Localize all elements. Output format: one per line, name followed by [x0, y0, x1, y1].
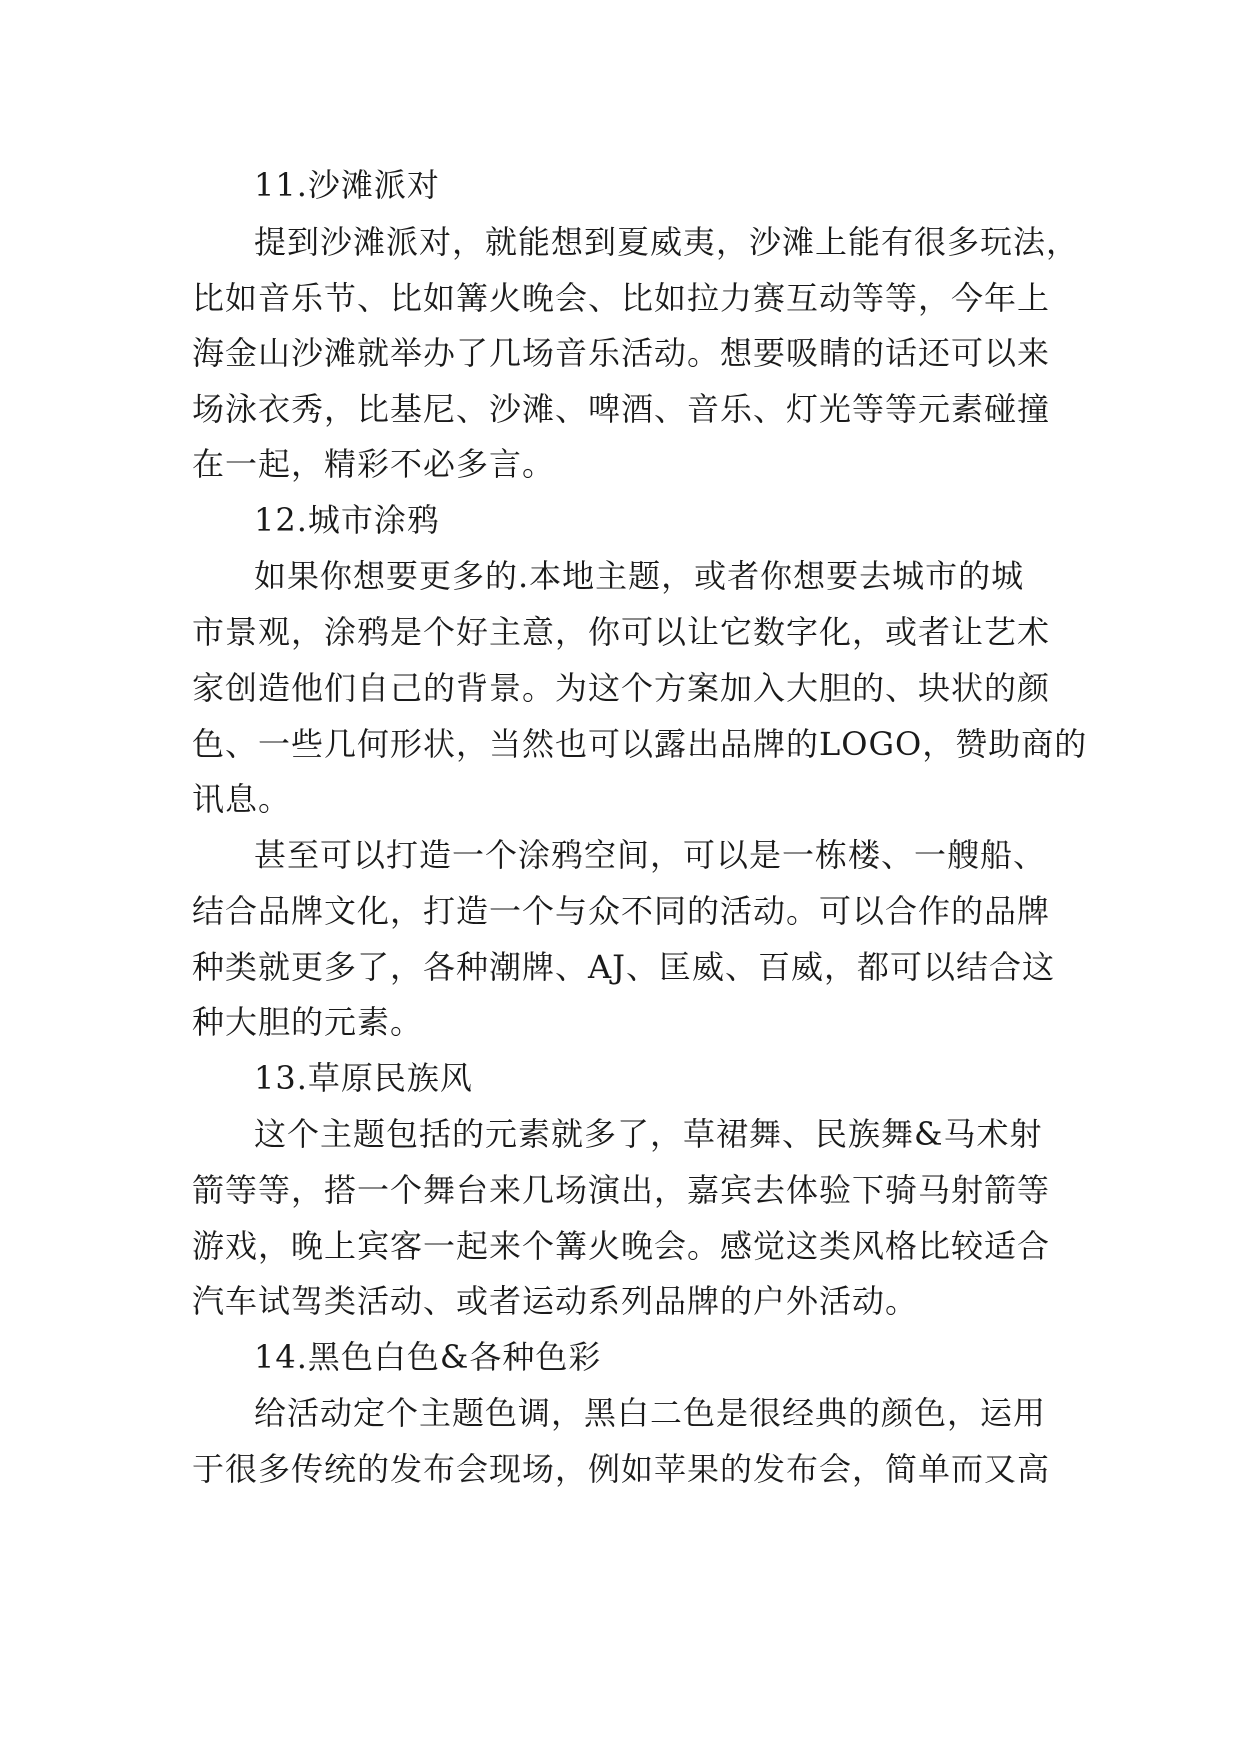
paragraph-line: 如果你想要更多的.本地主题，或者你想要去城市的城 — [254, 557, 1025, 595]
heading-grassland-ethnic: 13.草原民族风 — [254, 1059, 473, 1097]
paragraph-line: 海金山沙滩就举办了几场音乐活动。想要吸睛的话还可以来 — [192, 334, 1051, 372]
paragraph-line: 给活动定个主题色调，黑白二色是很经典的颜色，运用 — [254, 1394, 1047, 1432]
paragraph-line: 色、一些几何形状，当然也可以露出品牌的LOGO，赞助商的 — [192, 725, 1088, 763]
paragraph-line: 结合品牌文化，打造一个与众不同的活动。可以合作的品牌 — [192, 892, 1051, 930]
paragraph-line: 这个主题包括的元素就多了，草裙舞、民族舞&马术射 — [254, 1115, 1043, 1153]
paragraph-line: 提到沙滩派对，就能想到夏威夷，沙滩上能有很多玩法， — [254, 223, 1080, 261]
paragraph-line: 于很多传统的发布会现场，例如苹果的发布会，简单而又高 — [192, 1450, 1051, 1488]
paragraph-line: 甚至可以打造一个涂鸦空间，可以是一栋楼、一艘船、 — [254, 836, 1047, 874]
paragraph-line: 箭等等，搭一个舞台来几场演出，嘉宾去体验下骑马射箭等 — [192, 1171, 1051, 1209]
paragraph-line: 种类就更多了，各种潮牌、AJ、匡威、百威，都可以结合这 — [192, 948, 1055, 986]
paragraph-line: 场泳衣秀，比基尼、沙滩、啤酒、音乐、灯光等等元素碰撞 — [192, 390, 1051, 428]
paragraph-line: 市景观，涂鸦是个好主意，你可以让它数字化，或者让艺术 — [192, 613, 1051, 651]
paragraph-line: 汽车试驾类活动、或者运动系列品牌的户外活动。 — [192, 1282, 919, 1320]
heading-city-graffiti: 12.城市涂鸦 — [254, 501, 440, 539]
heading-black-white-colors: 14.黑色白色&各种色彩 — [254, 1338, 602, 1376]
paragraph-line: 在一起，精彩不必多言。 — [192, 445, 556, 483]
paragraph-line: 讯息。 — [192, 780, 292, 818]
paragraph-line: 游戏，晚上宾客一起来个篝火晚会。感觉这类风格比较适合 — [192, 1227, 1051, 1265]
paragraph-line: 家创造他们自己的背景。为这个方案加入大胆的、块状的颜 — [192, 669, 1051, 707]
paragraph-line: 比如音乐节、比如篝火晚会、比如拉力赛互动等等，今年上 — [192, 279, 1051, 317]
paragraph-line: 种大胆的元素。 — [192, 1003, 424, 1041]
heading-beach-party: 11.沙滩派对 — [254, 166, 440, 204]
